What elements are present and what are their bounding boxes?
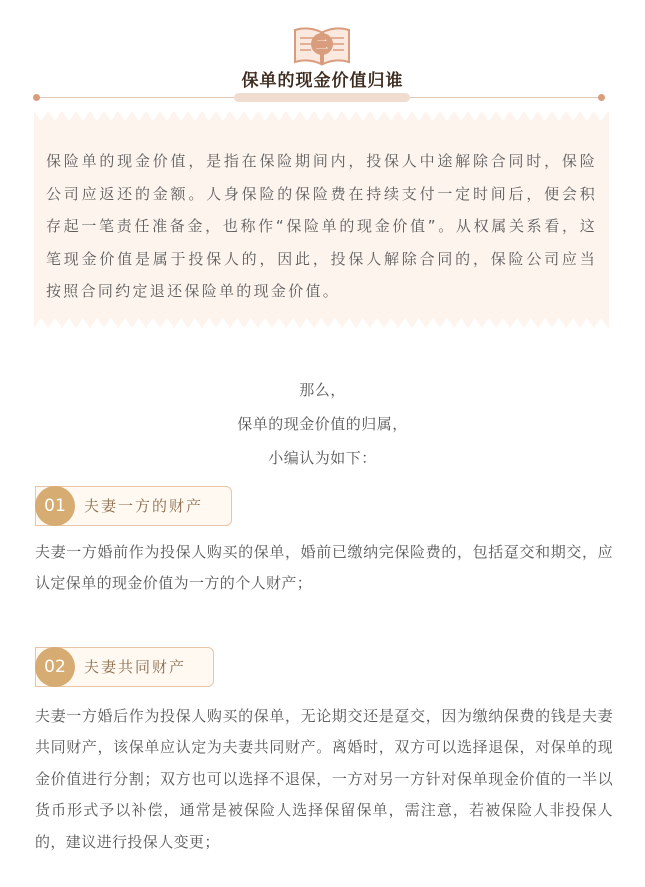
section-body-01: 夫妻一方婚前作为投保人购买的保单，婚前已缴纳完保险费的，包括趸交和期交，应认定保单的现金价值为一方的个人财产；	[35, 543, 613, 593]
divider-dot-left	[33, 94, 40, 101]
section-tag-01	[35, 486, 232, 526]
section-title: 保单的现金价值归谁	[241, 71, 404, 91]
divider-dot-right	[598, 94, 605, 101]
title-underline-bar	[234, 93, 410, 102]
book-icon-number: 二	[315, 38, 329, 53]
section-tag-label: 夫妻共同财产	[84, 658, 187, 676]
section-number-badge: 01	[35, 486, 75, 526]
book-icon	[293, 22, 351, 66]
intro-line-3: 小编认为如下：	[268, 449, 377, 467]
section-tag-label: 夫妻一方的财产	[84, 497, 204, 515]
note-text: 保险单的现金价值，是指在保险期间内，投保人中途解除合同时，保险公司应返还的金额。人身保险的保险费在持续支付一定时间后，便会积存起一笔责任准备金，也称作“保险单的现金价值”。从权属关系看，这笔现金价值是属于投保人的，因此，投保人解除合同的，保险公司应当按照合同约定退还保险单的现金价值。	[46, 152, 597, 300]
intro-line-2: 保单的现金价值的归属，	[237, 415, 408, 433]
intro-line-1: 那么，	[299, 381, 346, 399]
note-box-bottom-edge	[34, 316, 609, 328]
section-body-02: 夫妻一方婚后作为投保人购买的保单，无论期交还是趸交，因为缴纳保费的钱是夫妻共同财产，该保单应认定为夫妻共同财产。离婚时，双方可以选择退保，对保单的现金价值进行分割；双方也可以选择不退保，一方对另一方针对保单现金价值的一半以货币形式予以补偿，通常是被保险人选择保留保单，需注意，若被保险人非投保人的，建议进行投保人变更；	[35, 707, 613, 851]
note-box-top-edge	[34, 111, 609, 123]
section-number-badge: 02	[35, 647, 75, 687]
section-tag-02	[35, 647, 214, 687]
